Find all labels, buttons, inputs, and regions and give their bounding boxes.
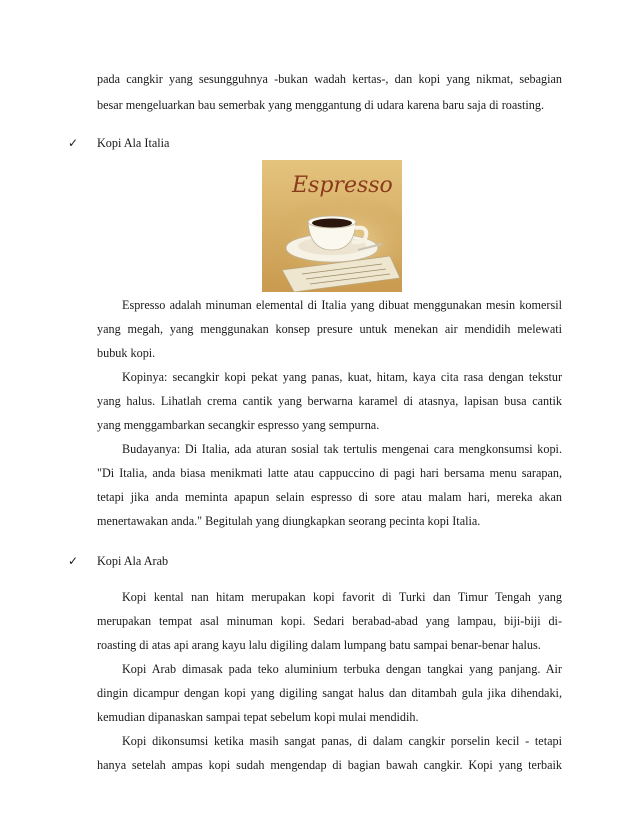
- check-mark-icon: ✓: [68, 554, 79, 568]
- paragraph-line: tetapi jika anda meminta apapun selain espresso di sore atau malam hari, mereka akan: [97, 490, 562, 504]
- check-mark-icon: ✓: [68, 136, 79, 150]
- paragraph-line: Kopi kental nan hitam merupakan kopi favorit di Turki dan Timur Tengah yang: [122, 590, 562, 604]
- paragraph-line: Budayanya: Di Italia, ada aturan sosial tak tertulis mengenai cara mengkonsumsi kopi.: [122, 442, 562, 456]
- espresso-image: [262, 160, 402, 292]
- paragraph-line: Kopinya: secangkir kopi pekat yang panas, kuat, hitam, kaya cita rasa dengan tekstur: [122, 370, 562, 384]
- paragraph-line: merupakan tempat asal minuman kopi. Sedari berabad-abad yang lampau, biji-biji di-: [97, 614, 562, 628]
- paragraph-line: menertawakan anda." Begitulah yang diungkapkan seorang pecinta kopi Italia.: [97, 514, 481, 528]
- section-heading: Kopi Ala Italia: [97, 136, 170, 150]
- paragraph-line: Kopi Arab dimasak pada teko aluminium terbuka dengan tangkai yang panjang. Air: [122, 662, 562, 676]
- intro-line: pada cangkir yang sesungguhnya -bukan wadah kertas-, dan kopi yang nikmat, sebagian: [97, 72, 562, 86]
- paragraph-line: hanya setelah ampas kopi sudah mengendap di bagian bawah cangkir. Kopi yang terbaik: [97, 758, 562, 772]
- paragraph-line: bubuk kopi.: [97, 346, 156, 360]
- intro-line: besar mengeluarkan bau semerbak yang menggantung di udara karena baru saja di roasting.: [97, 98, 545, 112]
- paragraph-line: "Di Italia, anda biasa menikmati latte atau cappuccino di pagi hari bersama menu sarapan,: [97, 466, 562, 480]
- paragraph-line: Espresso adalah minuman elemental di Italia yang dibuat menggunakan mesin komersil: [122, 298, 562, 312]
- section-heading: Kopi Ala Arab: [97, 554, 169, 568]
- paragraph-line: yang halus. Lihatlah crema cantik yang berwarna karamel di atasnya, lapisan busa cantik: [97, 394, 562, 408]
- paragraph-line: roasting di atas api arang kayu lalu digiling dalam lumpang batu sampai benar-benar halus.: [97, 638, 541, 652]
- espresso-title: Espresso: [292, 173, 393, 198]
- paragraph-line: yang menggambarkan secangkir espresso yang sempurna.: [97, 418, 380, 432]
- paragraph-line: yang megah, yang menggunakan konsep presure untuk menekan air mendidih melewati: [97, 322, 562, 336]
- paragraph-line: kemudian dipanaskan sampai tepat sebelum kopi mulai mendidih.: [97, 710, 419, 724]
- paragraph-line: Kopi dikonsumsi ketika masih sangat panas, di dalam cangkir porselin kecil - tetapi: [122, 734, 562, 748]
- espresso-illustration: [262, 160, 402, 292]
- paragraph-line: dingin dicampur dengan kopi yang digiling sangat halus dan ditambah gula jika dihendaki,: [97, 686, 562, 700]
